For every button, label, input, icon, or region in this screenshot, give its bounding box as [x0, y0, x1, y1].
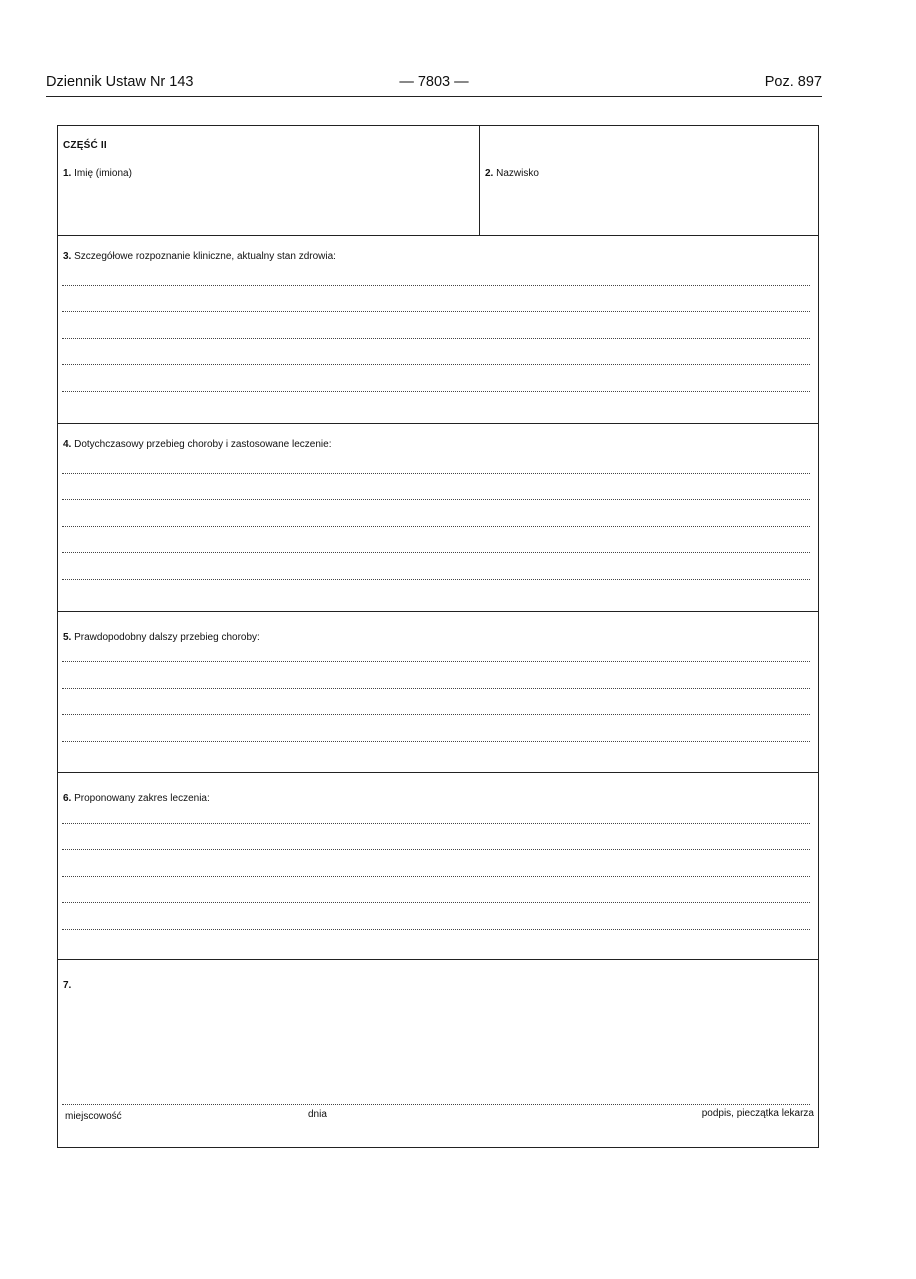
dotted-line [62, 364, 810, 365]
name-row [58, 126, 818, 236]
dotted-line [62, 285, 810, 286]
section-5-label: 5. Prawdopodobny dalszy przebieg choroby: [63, 632, 260, 643]
position-number: Poz. 897 [764, 74, 822, 90]
dotted-line [62, 849, 810, 850]
medical-form [57, 125, 819, 1148]
dotted-line [62, 688, 810, 689]
dotted-line [62, 929, 810, 930]
surname-cell[interactable] [479, 126, 539, 235]
section-3[interactable] [58, 236, 818, 424]
section-7[interactable] [58, 960, 818, 1147]
signature-line [62, 1104, 810, 1105]
place-label: miejscowość [65, 1111, 122, 1122]
dotted-line [62, 876, 810, 877]
section-4[interactable] [58, 424, 818, 612]
section-6[interactable] [58, 773, 818, 960]
part-title: CZĘŚĆ II [63, 140, 107, 151]
section-5[interactable] [58, 612, 818, 773]
dotted-line [62, 661, 810, 662]
dotted-line [62, 741, 810, 742]
dotted-line [62, 499, 810, 500]
surname-label: 2. Nazwisko [485, 168, 539, 179]
dotted-line [62, 823, 810, 824]
dotted-line [62, 902, 810, 903]
dotted-line [62, 338, 810, 339]
dotted-line [62, 473, 810, 474]
dotted-line [62, 391, 810, 392]
page-header [46, 74, 822, 97]
section-4-label: 4. Dotychczasowy przebieg choroby i zastosowane leczenie: [63, 439, 332, 450]
section-6-label: 6. Proponowany zakres leczenia: [63, 793, 210, 804]
dotted-line [62, 311, 810, 312]
dotted-line [62, 714, 810, 715]
page-number: — 7803 — [399, 74, 469, 90]
dotted-line [62, 552, 810, 553]
section-3-label: 3. Szczegółowe rozpoznanie kliniczne, aktualny stan zdrowia: [63, 251, 336, 262]
section-7-label: 7. [63, 980, 72, 991]
journal-title: Dziennik Ustaw Nr 143 [46, 74, 194, 90]
dotted-line [62, 579, 810, 580]
date-label: dnia [308, 1109, 327, 1120]
doctor-signature-label: podpis, pieczątka lekarza [701, 1108, 814, 1119]
dotted-line [62, 526, 810, 527]
first-name-label[interactable]: 1. Imię (imiona) [63, 168, 132, 179]
